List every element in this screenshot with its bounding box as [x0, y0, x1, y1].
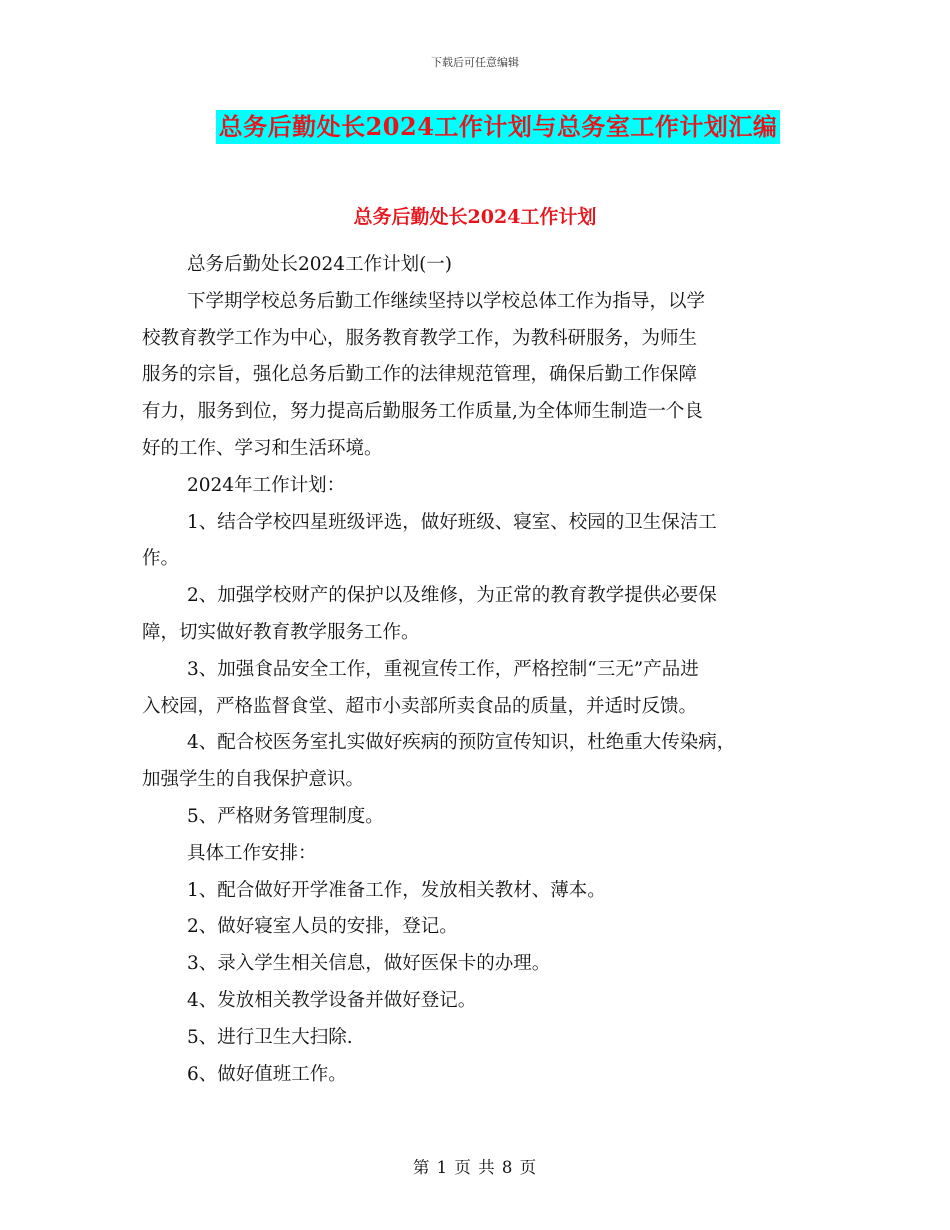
list-item-continuation: 障，切实做好教育教学服务工作。 — [142, 621, 420, 643]
paragraph-line: 2024年工作计划： — [187, 474, 346, 496]
list-item: 5、进行卫生大扫除. — [187, 1026, 353, 1048]
paragraph-line: 校教育教学工作为中心，服务教育教学工作，为教科研服务，为师生 — [142, 327, 698, 349]
list-item-continuation: 加强学生的自我保护意识。 — [142, 769, 365, 791]
paragraph-line: 总务后勤处长2024工作计划(一) — [187, 254, 453, 275]
page-number: 第 1 页 共 8 页 — [412, 1158, 538, 1177]
list-item: 4、配合校医务室扎实做好疾病的预防宣传知识，杜绝重大传染病， — [187, 732, 736, 754]
paragraph-line: 具体工作安排： — [187, 842, 317, 864]
section-title: 总务后勤处长2024工作计划 — [353, 206, 597, 228]
list-item-continuation: 入校园，严格监督食堂、超市小卖部所卖食品的质量，并适时反馈。 — [142, 695, 698, 717]
document-title: 总务后勤处长2024工作计划与总务室工作计划汇编 — [216, 110, 781, 144]
list-item-continuation: 作。 — [142, 548, 180, 570]
paragraph-line: 下学期学校总务后勤工作继续坚持以学校总体工作为指导，以学 — [187, 290, 706, 312]
list-item: 1、结合学校四星班级评选，做好班级、寝室、校园的卫生保洁工 — [187, 511, 717, 533]
list-item: 4、发放相关教学设备并做好登记。 — [187, 989, 477, 1011]
paragraph-line: 服务的宗旨，强化总务后勤工作的法律规范管理，确保后勤工作保障 — [142, 364, 698, 386]
page-header-note: 下载后可任意编辑 — [431, 56, 519, 69]
list-item: 1、配合做好开学准备工作，发放相关教材、薄本。 — [187, 879, 606, 901]
paragraph-line: 好的工作、学习和生活环境。 — [142, 437, 383, 459]
list-item: 2、做好寝室人员的安排，登记。 — [187, 916, 458, 938]
paragraph-line: 有力，服务到位，努力提高后勤服务工作质量,为全体师生制造一个良 — [142, 401, 703, 423]
list-item: 3、加强食品安全工作，重视宣传工作，严格控制“三无”产品进 — [187, 658, 699, 680]
document-title-container — [0, 110, 950, 144]
list-item: 3、录入学生相关信息，做好医保卡的办理。 — [187, 953, 551, 975]
list-item: 2、加强学校财产的保护以及维修，为正常的教育教学提供必要保 — [187, 585, 717, 607]
document-body — [142, 247, 832, 1093]
list-item: 6、做好值班工作。 — [187, 1063, 347, 1085]
list-item: 5、严格财务管理制度。 — [187, 805, 384, 827]
